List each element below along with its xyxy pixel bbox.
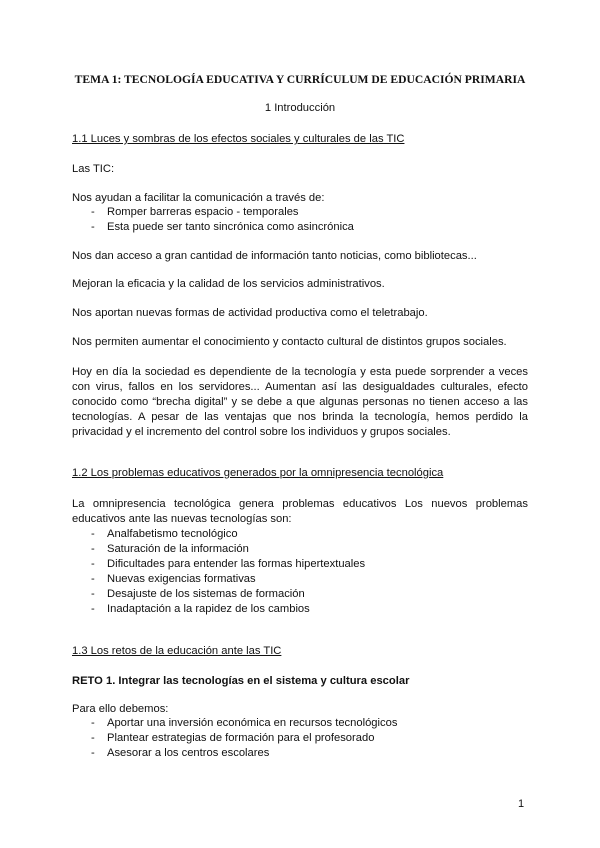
section-1-1-paragraph: Nos aportan nuevas formas de actividad productiva como el teletrabajo. <box>72 307 428 319</box>
section-1-2-heading: 1.2 Los problemas educativos generados por la omnipresencia tecnológica <box>72 467 444 479</box>
list-item: - Analfabetismo tecnológico <box>72 527 528 542</box>
list-item: - Dificultades para entender las formas hipertextuales <box>72 557 528 572</box>
section-1-1-paragraph: Hoy en día la sociedad es dependiente de la tecnología y esta puede sorprender a veces con virus, fallos en los servidores... Aumentan así las desigualdades culturales, efecto conocido como “brecha digital” y se debe a que algunas personas no tienen acceso a las tecnologías. A pesar de las ventajas que nos brinda la tecnología, hemos perdido la privacidad y el incremento del control sobre los individuos y grupos sociales. <box>72 366 528 438</box>
section-1-1-list-intro: Nos ayudan a facilitar la comunicación a través de: <box>72 192 325 204</box>
section-1-2-paragraph: La omnipresencia tecnológica genera problemas educativos Los nuevos problemas educativos ante las nuevas tecnologías son: <box>72 498 528 525</box>
section-1-3-list <box>72 716 528 761</box>
section-1-1-paragraph: Nos dan acceso a gran cantidad de información tanto noticias, como bibliotecas... <box>72 250 477 262</box>
page-number: 1 <box>518 798 525 810</box>
list-item: - Asesorar a los centros escolares <box>72 746 528 761</box>
list-item: - Romper barreras espacio - temporales <box>72 205 528 220</box>
list-item: - Aportar una inversión económica en recursos tecnológicos <box>72 716 528 731</box>
list-item: - Esta puede ser tanto sincrónica como asincrónica <box>72 220 528 235</box>
section-1-1-paragraph: Mejoran la eficacia y la calidad de los servicios administrativos. <box>72 278 385 290</box>
section-1-1-heading: 1.1 Luces y sombras de los efectos sociales y culturales de las TIC <box>72 133 405 145</box>
reto-heading: RETO 1. Integrar las tecnologías en el sistema y cultura escolar <box>72 675 410 687</box>
section-1-1-lead: Las TIC: <box>72 163 115 175</box>
list-item: - Inadaptación a la rapidez de los cambios <box>72 602 528 617</box>
section-1-2-list <box>72 527 528 617</box>
list-item: - Plantear estrategias de formación para el profesorado <box>72 731 528 746</box>
list-item: - Desajuste de los sistemas de formación <box>72 587 528 602</box>
section-1-1-paragraph: Nos permiten aumentar el conocimiento y contacto cultural de distintos grupos sociales. <box>72 336 507 348</box>
section-1-3-heading: 1.3 Los retos de la educación ante las TIC <box>72 645 282 657</box>
intro-heading: 1 Introducción <box>264 102 336 114</box>
document-title: TEMA 1: TECNOLOGÍA EDUCATIVA Y CURRÍCULUM DE EDUCACIÓN PRIMARIA <box>74 73 526 86</box>
section-1-3-list-intro: Para ello debemos: <box>72 703 169 715</box>
section-1-1-list <box>72 205 528 235</box>
list-item: - Saturación de la información <box>72 542 528 557</box>
list-item: - Nuevas exigencias formativas <box>72 572 528 587</box>
